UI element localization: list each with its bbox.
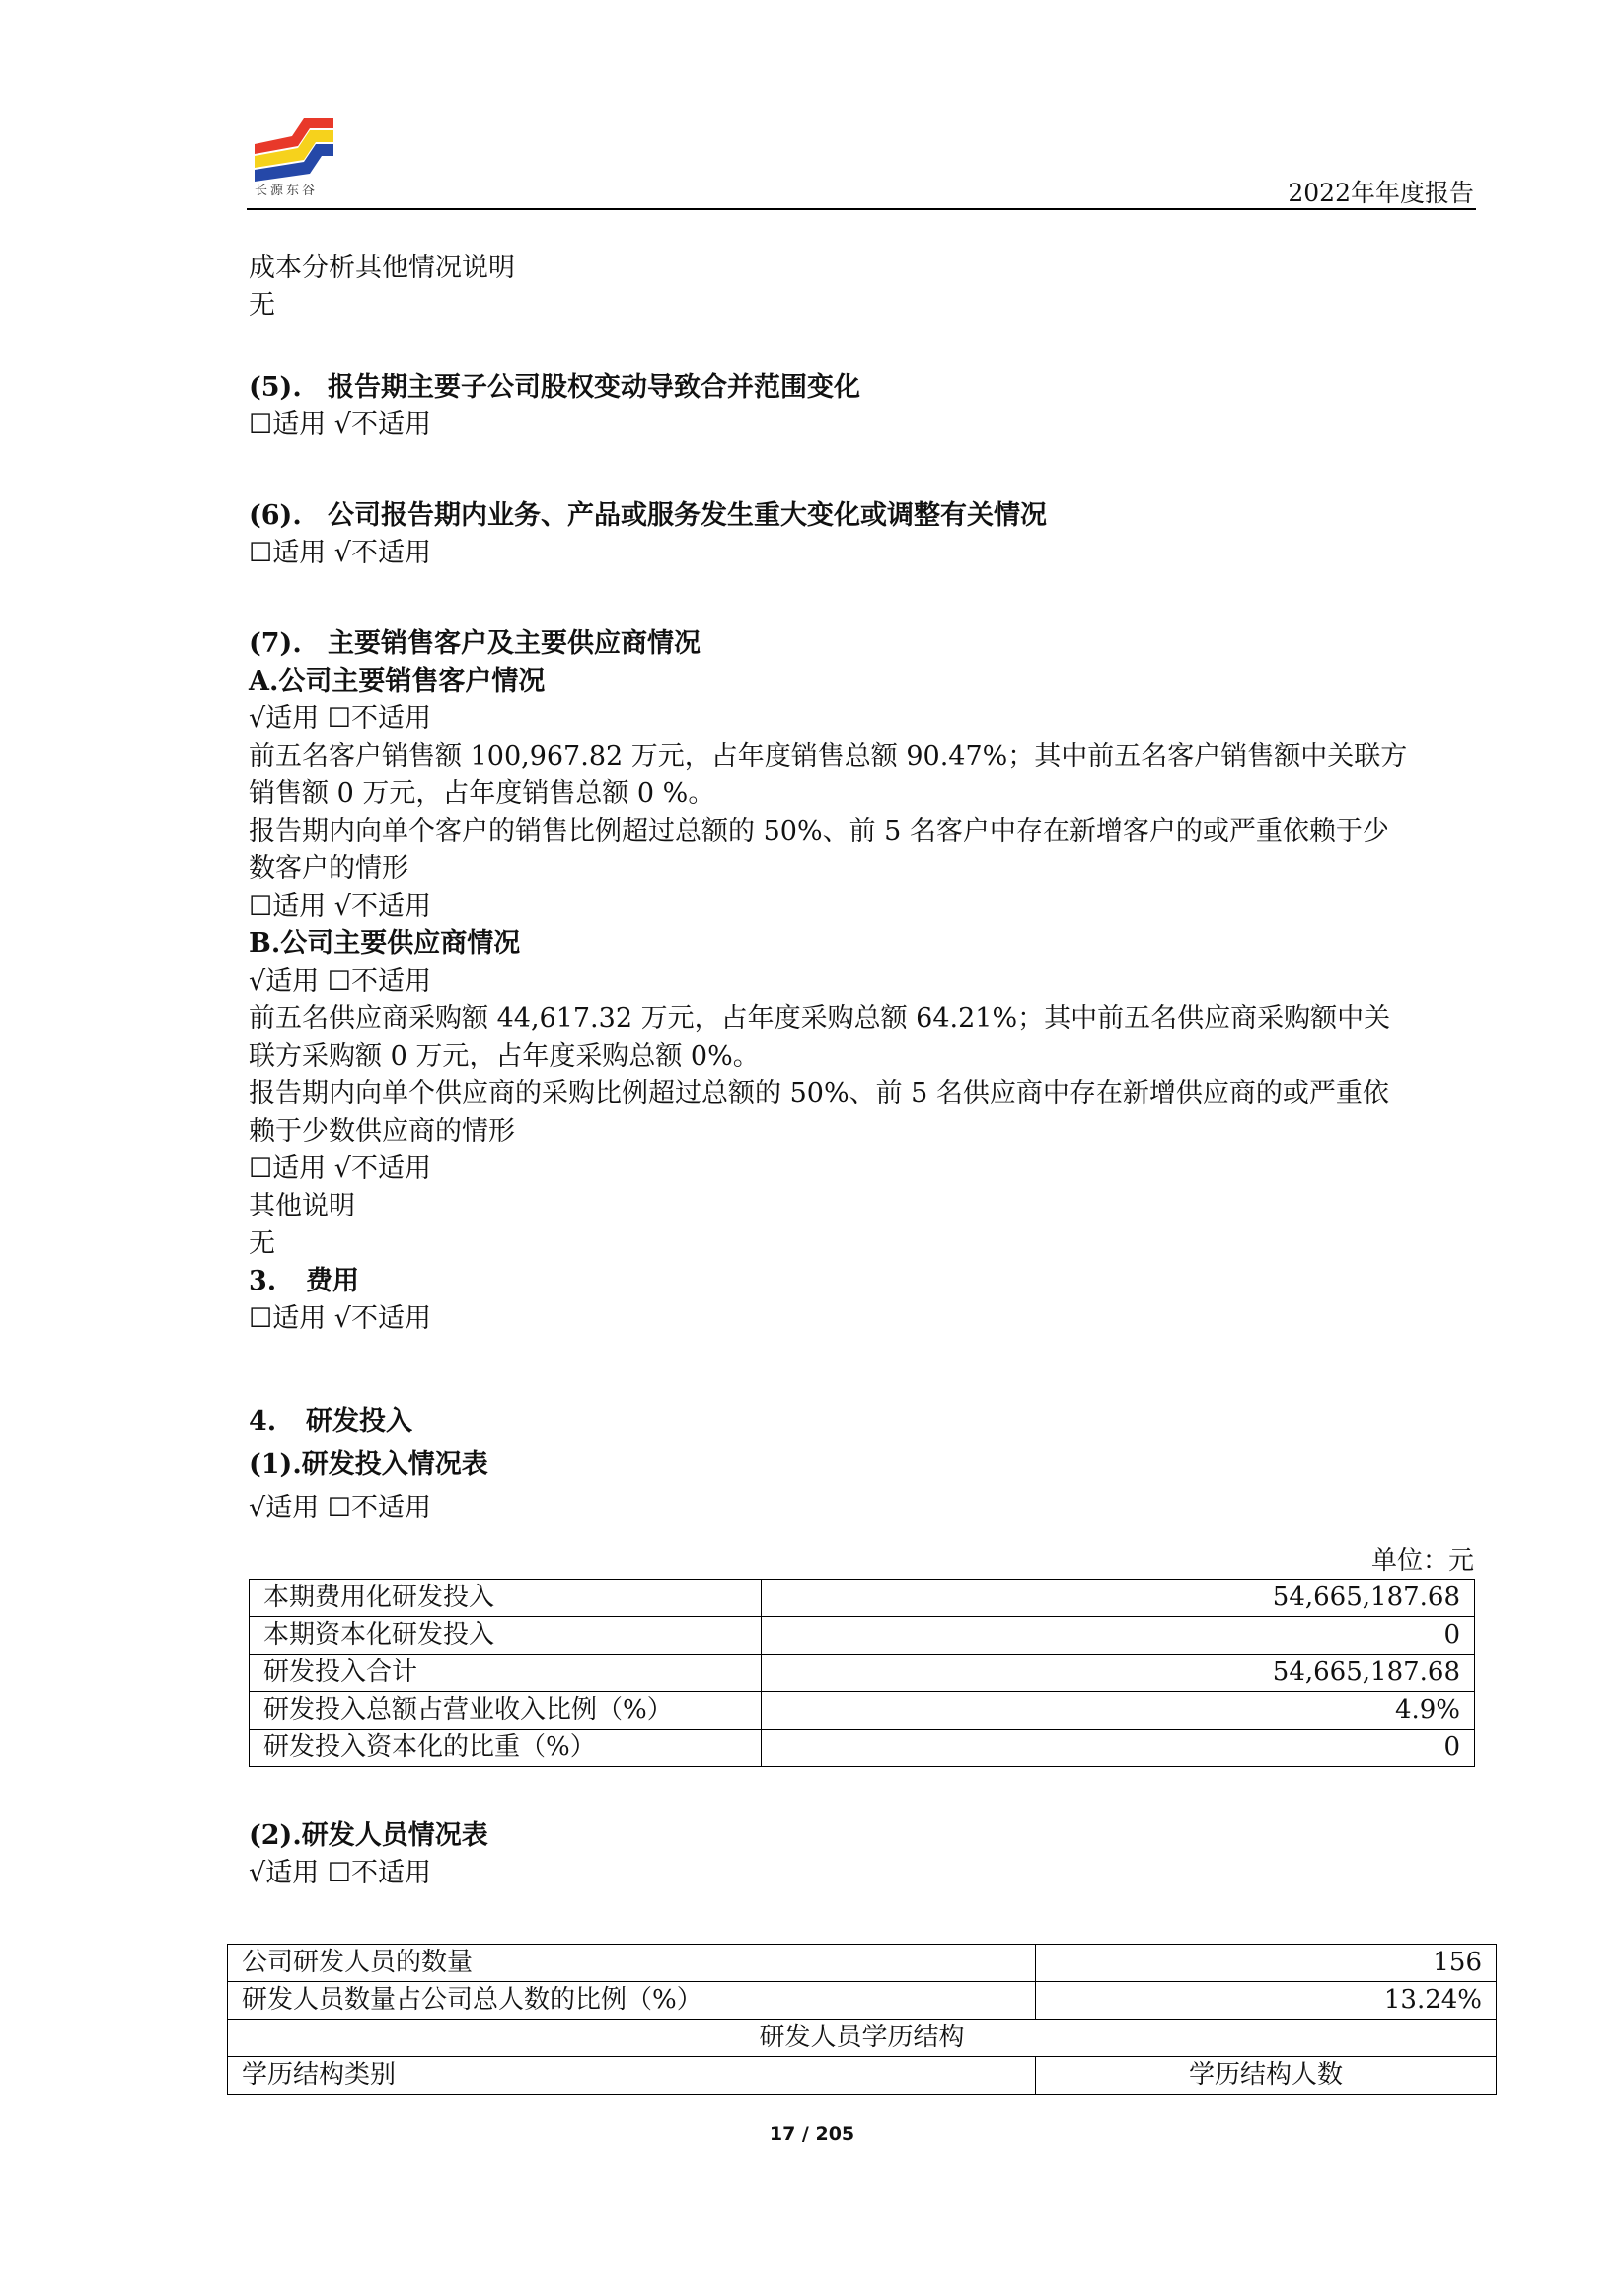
section-7-number: (7).	[249, 628, 302, 659]
customers-applicability: √适用 ☐不适用	[249, 703, 431, 734]
table-row	[250, 1655, 1475, 1692]
table-cell: 4.9%	[762, 1692, 1475, 1730]
section-6	[249, 497, 1482, 572]
section-6-applicability: ☐适用 √不适用	[249, 538, 431, 568]
section-4-title: 研发投入	[306, 1406, 412, 1437]
section-7-heading	[249, 626, 1482, 663]
rd-investment-table	[249, 1579, 1475, 1767]
suppliers-paragraph-line: 联方采购额 0 万元，占年度采购总额 0%。	[249, 1041, 760, 1071]
suppliers-dependency-applicability: ☐适用 √不适用	[249, 1153, 431, 1184]
section-5	[249, 369, 1482, 444]
table-cell: 54,665,187.68	[762, 1580, 1475, 1617]
table-row	[250, 1580, 1475, 1617]
suppliers-paragraph-line: 前五名供应商采购额 44,617.32 万元，占年度采购总额 64.21%；其中前五名供应商采购额中关	[249, 1003, 1391, 1034]
section-5-number: (5).	[249, 372, 302, 403]
customers-paragraph-line: 前五名客户销售额 100,967.82 万元，占年度销售总额 90.47%；其中前五名客户销售额中关联方	[249, 741, 1408, 772]
section-4-heading	[249, 1403, 1482, 1440]
rd-investment-applicability: √适用 ☐不适用	[249, 1493, 431, 1523]
header-divider	[247, 208, 1476, 210]
suppliers-applicability: √适用 ☐不适用	[249, 966, 431, 996]
section-3-number: 3.	[249, 1266, 277, 1296]
other-notes-label: 其他说明	[249, 1191, 355, 1221]
table-row	[228, 1982, 1497, 2020]
customers-dependency-line: 数客户的情形	[249, 853, 408, 884]
table-row	[228, 1945, 1497, 1982]
cost-analysis-value: 无	[249, 290, 275, 321]
table-cell: 研发投入总额占营业收入比例（%）	[250, 1692, 762, 1730]
other-notes-value: 无	[249, 1228, 275, 1259]
customers-paragraph-line: 销售额 0 万元，占年度销售总额 0 %。	[249, 778, 715, 809]
table-cell: 54,665,187.68	[762, 1655, 1475, 1692]
rd-personnel-table	[227, 1944, 1497, 2095]
table-cell: 156	[1036, 1945, 1497, 1982]
section-7-title: 主要销售客户及主要供应商情况	[328, 628, 701, 659]
customers-subheading: A.公司主要销售客户情况	[249, 666, 546, 697]
section-5-applicability: ☐适用 √不适用	[249, 409, 431, 440]
table-cell: 公司研发人员的数量	[228, 1945, 1036, 1982]
cost-analysis-section	[249, 250, 1482, 325]
suppliers-dependency-line: 报告期内向单个供应商的采购比例超过总额的 50%、前 5 名供应商中存在新增供应商的或严重依	[249, 1078, 1389, 1109]
section-6-heading	[249, 497, 1482, 535]
section-6-title: 公司报告期内业务、产品或服务发生重大变化或调整有关情况	[328, 500, 1047, 531]
rd-personnel-section	[249, 1817, 1482, 1892]
section-6-number: (6).	[249, 500, 302, 531]
table-cell: 0	[762, 1730, 1475, 1767]
suppliers-subheading: B.公司主要供应商情况	[249, 928, 521, 959]
report-title: 2022年年度报告	[1288, 179, 1474, 207]
table-row	[250, 1730, 1475, 1767]
cost-analysis-heading: 成本分析其他情况说明	[249, 253, 515, 283]
table-cell: 13.24%	[1036, 1982, 1497, 2020]
logo-text: 长源东谷	[255, 184, 319, 198]
section-3-title: 费用	[306, 1266, 359, 1296]
table-row	[250, 1617, 1475, 1655]
table-row	[228, 2057, 1497, 2095]
table-cell: 0	[762, 1617, 1475, 1655]
unit-label: 单位：元	[1370, 1546, 1474, 1576]
section-4-number: 4.	[249, 1406, 277, 1437]
rd-personnel-applicability: √适用 ☐不适用	[249, 1858, 431, 1888]
table-cell: 研发投入合计	[250, 1655, 762, 1692]
section-7	[249, 626, 1482, 1338]
customers-dependency-applicability: ☐适用 √不适用	[249, 891, 431, 921]
section-3-heading	[249, 1263, 1482, 1300]
page-number: 17 / 205	[769, 2123, 855, 2145]
customers-dependency-line: 报告期内向单个客户的销售比例超过总额的 50%、前 5 名客户中存在新增客户的或严重依赖于少	[249, 816, 1389, 847]
table-column-header: 学历结构类别	[228, 2057, 1036, 2095]
table-cell: 本期费用化研发投入	[250, 1580, 762, 1617]
table-cell: 本期资本化研发投入	[250, 1617, 762, 1655]
section-3-applicability: ☐适用 √不适用	[249, 1303, 431, 1334]
table-row	[228, 2020, 1497, 2057]
table-cell: 研发人员数量占公司总人数的比例（%）	[228, 1982, 1036, 2020]
table-section-header: 研发人员学历结构	[228, 2020, 1497, 2057]
section-5-heading	[249, 369, 1482, 406]
table-row	[250, 1692, 1475, 1730]
rd-personnel-subheading: (2).研发人员情况表	[249, 1820, 488, 1851]
rd-investment-subheading: (1).研发投入情况表	[249, 1449, 488, 1480]
section-4	[249, 1403, 1482, 1527]
suppliers-dependency-line: 赖于少数供应商的情形	[249, 1116, 515, 1146]
table-cell: 研发投入资本化的比重（%）	[250, 1730, 762, 1767]
section-5-title: 报告期主要子公司股权变动导致合并范围变化	[328, 372, 860, 403]
table-column-header: 学历结构人数	[1036, 2057, 1497, 2095]
